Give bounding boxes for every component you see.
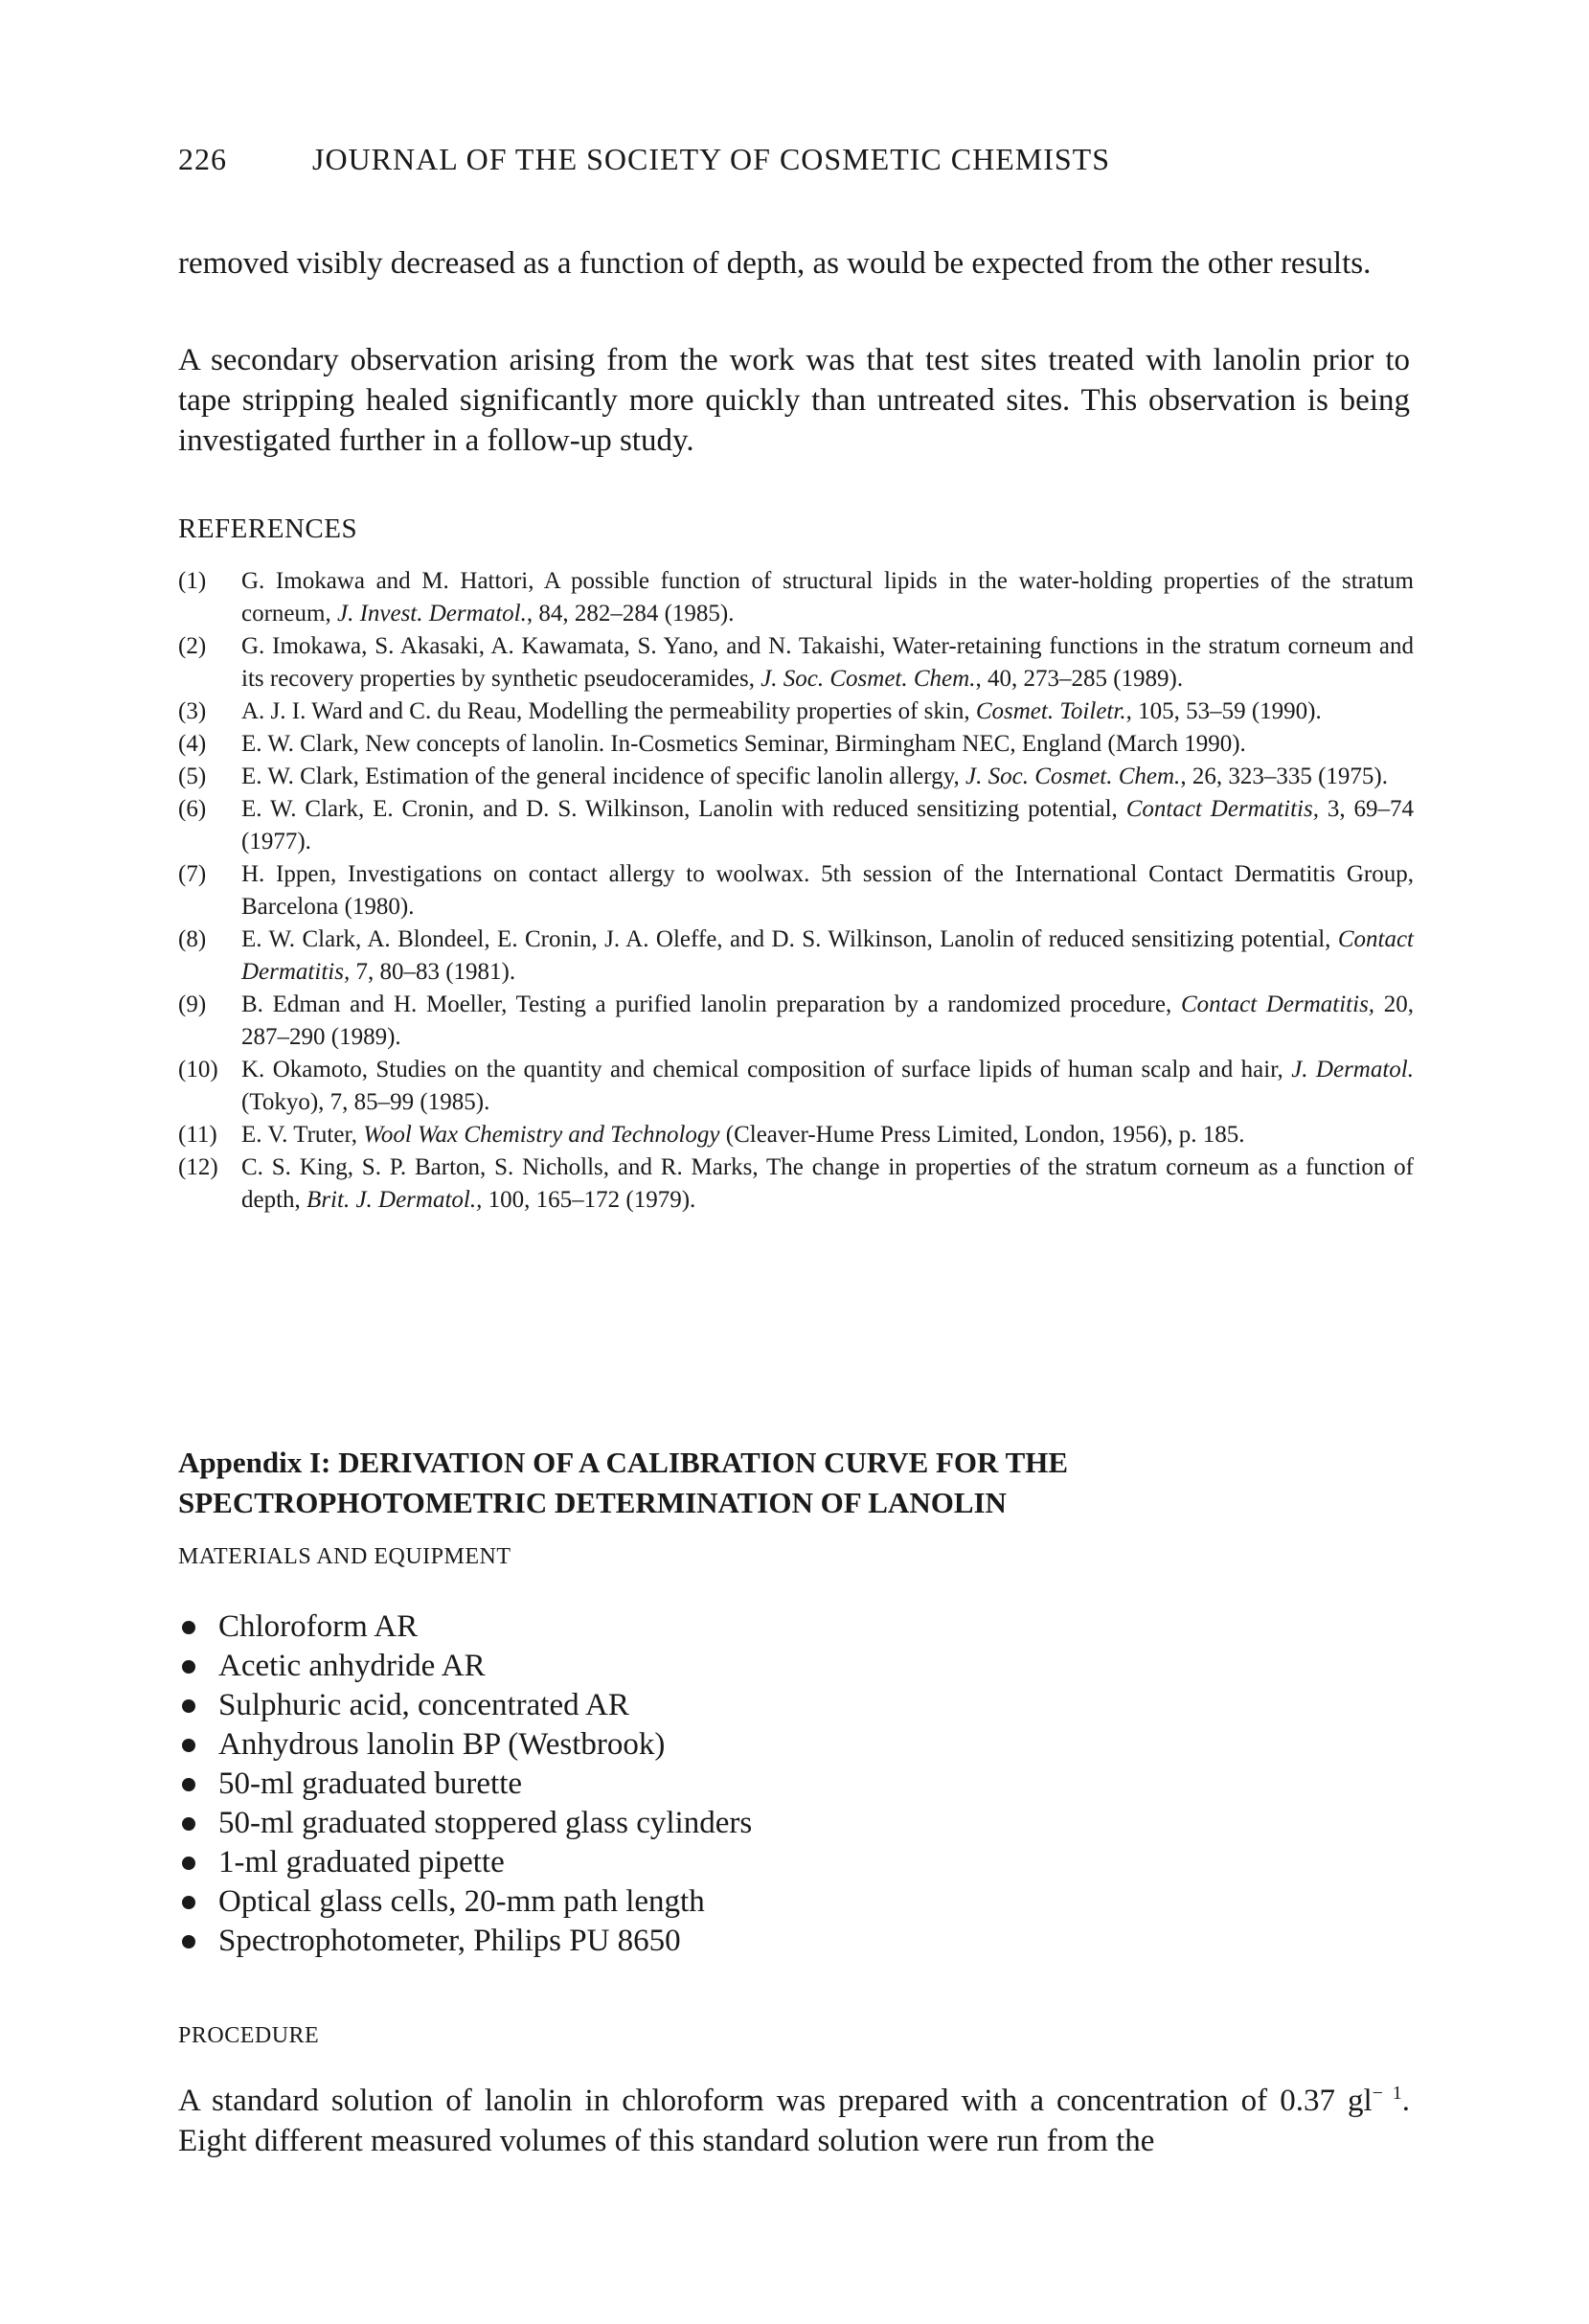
reference-text (241, 793, 1414, 858)
reference-item (178, 923, 1414, 989)
reference-item (178, 565, 1414, 630)
materials-item (178, 1647, 752, 1686)
reference-item (178, 1119, 1414, 1151)
reference-item (178, 728, 1414, 761)
running-head (178, 142, 1110, 177)
reference-authors-title: K. Okamoto, Studies on the quantity and chemical composition of surface lipids of human scalp and hair, (241, 1057, 1292, 1082)
reference-journal: Cosmet. Toiletr. (975, 698, 1126, 724)
reference-text (241, 1054, 1414, 1119)
reference-citation: 7, 80–83 (1981). (350, 959, 516, 985)
reference-citation: , 84, 282–284 (1985). (526, 601, 735, 627)
reference-text (241, 858, 1414, 923)
reference-item (178, 793, 1414, 858)
materials-heading: MATERIALS AND EQUIPMENT (178, 1544, 511, 1569)
reference-authors-title: C. S. King, S. P. Barton, S. Nicholls, and R. Marks, The change in properties of the stratum corneum as a function of depth, (241, 1154, 1414, 1213)
reference-number: (6) (178, 796, 207, 822)
materials-item-label: Acetic anhydride AR (218, 1649, 486, 1683)
bullet-icon (182, 1935, 195, 1948)
reference-text (241, 761, 1414, 793)
appendix-title: Appendix I: DERIVATION OF A CALIBRATION CURVE FOR THE SPECTROPHOTOMETRIC DETERMINATION OF LANOLIN (178, 1446, 1069, 1519)
materials-item (178, 1765, 752, 1804)
reference-journal: Contact Dermatitis, (241, 926, 1414, 985)
materials-item (178, 1686, 752, 1725)
reference-number: (10) (178, 1057, 218, 1082)
reference-number: (8) (178, 926, 207, 952)
reference-text (241, 630, 1414, 695)
reference-number: (1) (178, 568, 207, 594)
bullet-icon (182, 1817, 195, 1831)
materials-item (178, 1843, 752, 1882)
materials-list (178, 1607, 752, 1961)
reference-authors-title: E. V. Truter, (241, 1122, 364, 1148)
reference-text (241, 565, 1414, 630)
bullet-icon (182, 1621, 195, 1634)
bullet-icon (182, 1739, 195, 1752)
reference-citation: , 26, 323–335 (1975). (1180, 763, 1388, 789)
materials-item (178, 1607, 752, 1647)
reference-citation: (Cleaver-Hume Press Limited, London, 1956), p. 185. (719, 1122, 1245, 1148)
reference-authors-title: G. Imokawa and M. Hattori, A possible function of structural lipids in the water-holding properties of the stratum corneum, (241, 568, 1414, 627)
paragraph-continuation: removed visibly decreased as a function of depth, as would be expected from the other results. (178, 246, 1372, 281)
materials-item (178, 1804, 752, 1843)
materials-item-label: 50-ml graduated burette (218, 1766, 523, 1801)
reference-journal: J. Invest. Dermatol. (336, 601, 527, 627)
reference-authors-title: G. Imokawa, S. Akasaki, A. Kawamata, S. Yano, and N. Takaishi, Water-retaining functions in the stratum corneum and its recovery properties by synthetic pseudoceramides, (241, 633, 1414, 692)
reference-number: (12) (178, 1154, 218, 1180)
materials-item-label: Optical glass cells, 20-mm path length (218, 1884, 705, 1919)
materials-item-label: 50-ml graduated stoppered glass cylinders (218, 1806, 753, 1840)
bullet-icon (182, 1699, 195, 1713)
reference-authors-title: A. J. I. Ward and C. du Reau, Modelling the permeability properties of skin, (241, 698, 976, 724)
materials-item (178, 1922, 752, 1961)
materials-item-label: Anhydrous lanolin BP (Westbrook) (218, 1727, 666, 1762)
procedure-text-a: A standard solution of lanolin in chloroform was prepared with a concentration of 0.37 gl (178, 2084, 1373, 2118)
reference-journal: Brit. J. Dermatol., (306, 1187, 483, 1213)
procedure-heading: PROCEDURE (178, 2023, 320, 2048)
reference-text (241, 1119, 1414, 1151)
page-number: 226 (178, 142, 227, 176)
reference-citation: 3, 69–74 (1977). (241, 796, 1415, 854)
reference-text (241, 989, 1414, 1054)
reference-text (241, 923, 1414, 989)
reference-authors-title: E. W. Clark, Estimation of the general incidence of specific lanolin allergy, (241, 763, 966, 789)
reference-authors-title: H. Ippen, Investigations on contact allergy to woolwax. 5th session of the International Contact Dermatitis Group, Barcelona (1980). (241, 861, 1414, 920)
materials-item-label: Sulphuric acid, concentrated AR (218, 1688, 629, 1722)
procedure-paragraph (178, 2081, 1410, 2161)
reference-item (178, 1054, 1414, 1119)
reference-number: (2) (178, 633, 207, 659)
references-list (178, 565, 1414, 1217)
bullet-icon (182, 1660, 195, 1674)
reference-journal: Wool Wax Chemistry and Technology (363, 1122, 720, 1148)
reference-authors-title: B. Edman and H. Moeller, Testing a purified lanolin preparation by a randomized procedure, (241, 991, 1181, 1017)
reference-citation: (Tokyo), 7, 85–99 (1985). (241, 1089, 490, 1115)
reference-item (178, 1151, 1414, 1217)
reference-item (178, 695, 1414, 728)
paragraph-secondary-observation: A secondary observation arising from the work was that test sites treated with lanolin prior to tape stripping healed significantly more quickly than untreated sites. This observation is being investigated further in a follow-up study. (178, 343, 1410, 458)
reference-citation: , 40, 273–285 (1989). (975, 666, 1184, 692)
reference-journal: J. Soc. Cosmet. Chem. (760, 666, 976, 692)
bullet-icon (182, 1778, 195, 1791)
reference-journal: J. Dermatol. (1291, 1057, 1414, 1082)
procedure-text-b: . Eight different measured volumes of this standard solution were run from the (178, 2084, 1411, 2158)
reference-authors-title: E. W. Clark, E. Cronin, and D. S. Wilkinson, Lanolin with reduced sensitizing potential, (241, 796, 1126, 822)
reference-number: (11) (178, 1122, 217, 1148)
reference-item (178, 989, 1414, 1054)
reference-authors-title: E. W. Clark, New concepts of lanolin. In-Cosmetics Seminar, Birmingham NEC, England (March 1990). (241, 731, 1246, 757)
journal-title: JOURNAL OF THE SOCIETY OF COSMETIC CHEMISTS (312, 142, 1110, 176)
reference-journal: Contact Dermatitis, (1180, 991, 1375, 1017)
reference-citation: 100, 165–172 (1979). (482, 1187, 696, 1213)
reference-number: (5) (178, 763, 207, 789)
materials-item-label: Spectrophotometer, Philips PU 8650 (218, 1924, 681, 1958)
reference-number: (4) (178, 731, 207, 757)
reference-number: (7) (178, 861, 207, 887)
reference-text (241, 1151, 1414, 1217)
reference-number: (3) (178, 698, 207, 724)
references-heading: REFERENCES (178, 513, 358, 544)
reference-item (178, 630, 1414, 695)
bullet-icon (182, 1857, 195, 1870)
reference-item (178, 858, 1414, 923)
reference-item (178, 761, 1414, 793)
reference-authors-title: E. W. Clark, A. Blondeel, E. Cronin, J. A. Oleffe, and D. S. Wilkinson, Lanolin of reduced sensitizing potential, (241, 926, 1338, 952)
materials-item (178, 1725, 752, 1765)
reference-citation: 20, 287–290 (1989). (241, 991, 1415, 1050)
materials-item-label: Chloroform AR (218, 1609, 419, 1644)
bullet-icon (182, 1896, 195, 1909)
materials-item-label: 1-ml graduated pipette (218, 1845, 505, 1880)
reference-journal: J. Soc. Cosmet. Chem. (965, 763, 1181, 789)
reference-text (241, 728, 1414, 761)
procedure-superscript: − 1 (1372, 2083, 1402, 2104)
materials-item (178, 1882, 752, 1922)
reference-number: (9) (178, 991, 207, 1017)
reference-text (241, 695, 1414, 728)
reference-journal: Contact Dermatitis, (1125, 796, 1319, 822)
reference-citation: , 105, 53–59 (1990). (1125, 698, 1322, 724)
